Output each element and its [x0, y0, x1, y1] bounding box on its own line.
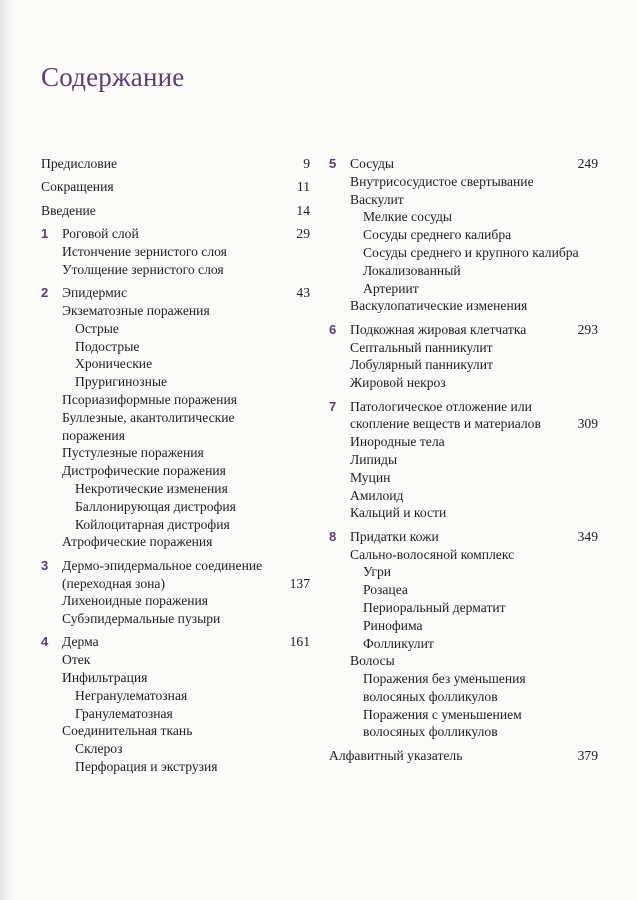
chapter-title[interactable]: Сосуды: [350, 156, 395, 171]
subentry-title[interactable]: Ринофима: [363, 617, 423, 633]
chapter-number: 1: [41, 226, 49, 242]
toc-subentry[interactable]: [329, 173, 598, 191]
toc-subentry[interactable]: [329, 208, 598, 226]
toc-subentry[interactable]: [41, 444, 310, 462]
chapter-title[interactable]: Алфавитный указатель: [329, 747, 463, 763]
subentry-title[interactable]: Сосуды среднего калибра: [363, 227, 512, 243]
toc-heading-row[interactable]: [41, 225, 310, 243]
chapter-title[interactable]: Предисловие: [41, 156, 118, 171]
subentry-title[interactable]: Атрофические поражения: [62, 534, 213, 550]
subentry-title[interactable]: Буллезные, акантолитические: [62, 409, 235, 425]
subentry-title[interactable]: Сально-волосяной комплекс: [350, 546, 515, 562]
toc-section: [329, 155, 598, 315]
subentry-title[interactable]: Склероз: [75, 741, 123, 757]
toc-subentry[interactable]: [41, 533, 310, 551]
chapter-number: 2: [41, 285, 49, 301]
toc-subentry[interactable]: [329, 469, 598, 487]
toc-subentry[interactable]: [329, 356, 598, 374]
toc-subentry[interactable]: [41, 480, 310, 498]
subentry-title[interactable]: Васкулит: [350, 191, 404, 207]
toc-subentry[interactable]: [41, 338, 310, 356]
subentry-title[interactable]: Экзематозные поражения: [62, 302, 210, 318]
toc-subentry[interactable]: [329, 451, 598, 469]
toc-section: [41, 178, 310, 196]
toc-subentry[interactable]: [329, 670, 598, 688]
toc-subentry[interactable]: [41, 355, 310, 373]
toc-heading-row[interactable]: [329, 321, 598, 339]
toc-subentry[interactable]: [41, 669, 310, 687]
subentry-title[interactable]: Септальный панникулит: [350, 339, 493, 355]
toc-subentry[interactable]: [329, 374, 598, 392]
toc-subentry[interactable]: [41, 409, 310, 427]
toc-section: [41, 284, 310, 551]
subentry-title[interactable]: Локализованный: [363, 262, 461, 278]
page-number: 293: [577, 321, 598, 337]
page-number: 379: [577, 747, 598, 763]
page-title: Содержание: [41, 62, 185, 92]
toc-subentry[interactable]: [329, 433, 598, 451]
subentry-title[interactable]: Поражения с уменьшением: [363, 706, 522, 722]
toc-subentry[interactable]: [329, 191, 598, 209]
chapter-title[interactable]: Эпидермис: [62, 285, 127, 301]
subentry-title[interactable]: Васкулопатические изменения: [350, 298, 528, 314]
toc-subentry[interactable]: [41, 651, 310, 669]
toc-subentry[interactable]: [329, 297, 598, 315]
chapter-title[interactable]: Роговой слой: [62, 226, 139, 242]
toc-subentry[interactable]: [329, 504, 598, 522]
subentry-title[interactable]: Мелкие сосуды: [363, 209, 453, 225]
toc-section: [329, 528, 598, 742]
toc-section: [329, 321, 598, 392]
toc-heading-row[interactable]: [329, 747, 598, 765]
subentry-title[interactable]: Гранулематозная: [75, 705, 173, 721]
toc-subentry[interactable]: [329, 688, 598, 706]
subentry-title[interactable]: Негранулематозная: [75, 687, 188, 703]
subentry-title[interactable]: Периоральный дерматит: [363, 599, 506, 615]
page-number: 137: [289, 575, 310, 591]
subentry-title[interactable]: Отек: [62, 652, 91, 668]
subentry-title[interactable]: Сосуды среднего и крупного калибра: [363, 244, 579, 260]
chapter-title[interactable]: Дермо-эпидермальное соединение: [62, 557, 263, 573]
toc-section: [41, 557, 310, 628]
subentry-title[interactable]: Утолщение зернистого слоя: [62, 261, 224, 277]
subentry-title[interactable]: Субэпидермальные пузыри: [62, 611, 221, 627]
subentry-title[interactable]: Перфорация и экструзия: [75, 759, 218, 775]
page-number: 249: [577, 156, 598, 171]
subentry-title[interactable]: Инородные тела: [350, 434, 445, 450]
toc-heading-row[interactable]: [41, 284, 310, 302]
subentry-title[interactable]: Артериит: [363, 280, 419, 296]
subentry-title[interactable]: Амилоид: [350, 487, 404, 503]
toc-heading-row[interactable]: [41, 202, 310, 220]
chapter-number: 7: [329, 398, 337, 414]
toc-heading-row[interactable]: [329, 398, 598, 416]
toc-heading-row[interactable]: [41, 155, 310, 173]
chapter-number: 3: [41, 557, 49, 573]
toc-heading-row[interactable]: [329, 415, 598, 433]
toc-subentry[interactable]: [41, 740, 310, 758]
page-number: 349: [577, 528, 598, 544]
subentry-title[interactable]: волосяных фолликулов: [363, 724, 498, 740]
subentry-title[interactable]: Угри: [363, 564, 392, 580]
chapter-title[interactable]: (переходная зона): [62, 575, 165, 591]
toc-section: [41, 225, 310, 278]
subentry-title[interactable]: Муцин: [350, 469, 391, 485]
toc-section: [329, 747, 598, 765]
page-number: 9: [303, 156, 310, 171]
subentry-title[interactable]: Внутрисосудистое свертывание: [350, 173, 534, 189]
subentry-title[interactable]: Жировой некроз: [350, 375, 446, 391]
toc-subentry[interactable]: [41, 592, 310, 610]
toc-subentry[interactable]: [329, 617, 598, 635]
toc-subentry[interactable]: [329, 244, 598, 262]
subentry-title[interactable]: Пруригинозные: [75, 374, 168, 390]
toc-subentry[interactable]: [41, 391, 310, 409]
subentry-title[interactable]: Хронические: [75, 356, 153, 372]
toc-section: [41, 202, 310, 220]
subentry-title[interactable]: волосяных фолликулов: [363, 688, 498, 704]
toc-subentry[interactable]: [41, 427, 310, 445]
toc-subentry[interactable]: [41, 462, 310, 480]
toc-heading-row[interactable]: [329, 528, 598, 546]
toc-subentry[interactable]: [41, 758, 310, 776]
toc-heading-row[interactable]: [41, 633, 310, 651]
toc-heading-row[interactable]: [329, 155, 598, 173]
toc-subentry[interactable]: [41, 722, 310, 740]
page-number: 309: [577, 416, 598, 432]
chapter-number: 4: [41, 634, 49, 650]
subentry-title[interactable]: Пустулезные поражения: [62, 445, 204, 461]
toc-heading-row[interactable]: [41, 178, 310, 196]
subentry-title[interactable]: Дистрофические поражения: [62, 463, 226, 479]
toc-subentry[interactable]: [329, 635, 598, 653]
scan-edge-shadow: [0, 0, 14, 900]
subentry-title[interactable]: Соединительная ткань: [62, 723, 193, 739]
subentry-title[interactable]: Кальций и кости: [350, 505, 447, 521]
subentry-title[interactable]: Лобулярный панникулит: [350, 357, 493, 373]
chapter-title[interactable]: Патологическое отложение или: [350, 398, 532, 414]
toc-column-left: [41, 155, 310, 781]
subentry-title[interactable]: Волосы: [350, 653, 395, 669]
toc-heading-row[interactable]: [41, 557, 310, 575]
subentry-title[interactable]: Баллонирующая дистрофия: [75, 498, 236, 514]
toc-subentry[interactable]: [329, 487, 598, 505]
toc-subentry[interactable]: [41, 243, 310, 261]
toc-subentry[interactable]: [329, 599, 598, 617]
toc-subentry[interactable]: [329, 563, 598, 581]
subentry-title[interactable]: поражения: [62, 427, 125, 443]
toc-heading-row[interactable]: [41, 575, 310, 593]
chapter-title[interactable]: Дерма: [62, 634, 99, 650]
page-number: 161: [289, 634, 310, 650]
toc-column-right: [329, 155, 598, 770]
chapter-number: 8: [329, 528, 337, 544]
subentry-title[interactable]: Острые: [75, 320, 119, 336]
subentry-title[interactable]: Липиды: [350, 451, 398, 467]
toc-subentry[interactable]: [41, 687, 310, 705]
subentry-title[interactable]: Фолликулит: [363, 635, 434, 651]
toc-subentry[interactable]: [329, 723, 598, 741]
toc-subentry[interactable]: [41, 705, 310, 723]
page-number: 11: [296, 179, 310, 195]
chapter-title[interactable]: Сокращения: [41, 179, 114, 195]
page-number: 14: [296, 202, 310, 218]
chapter-title[interactable]: Придатки кожи: [350, 528, 439, 544]
subentry-title[interactable]: Койлоцитарная дистрофия: [75, 516, 230, 532]
toc-section: [329, 398, 598, 523]
chapter-number: 6: [329, 321, 337, 337]
toc-subentry[interactable]: [41, 373, 310, 391]
toc-subentry[interactable]: [41, 498, 310, 516]
toc-subentry[interactable]: [329, 339, 598, 357]
subentry-title[interactable]: Истончение зернистого слоя: [62, 243, 227, 259]
toc-subentry[interactable]: [41, 302, 310, 320]
toc-subentry[interactable]: [41, 516, 310, 534]
subentry-title[interactable]: Инфильтрация: [62, 670, 148, 686]
toc-subentry[interactable]: [329, 652, 598, 670]
chapter-title[interactable]: Подкожная жировая клетчатка: [350, 321, 527, 337]
chapter-number: 5: [329, 156, 337, 171]
subentry-title[interactable]: Розацеа: [363, 582, 408, 598]
chapter-title[interactable]: Введение: [41, 202, 96, 218]
toc-subentry[interactable]: [329, 262, 598, 280]
subentry-title[interactable]: Псориазиформные поражения: [62, 391, 237, 407]
toc-subentry[interactable]: [329, 546, 598, 564]
page-number: 43: [296, 285, 310, 301]
toc-subentry[interactable]: [41, 320, 310, 338]
subentry-title[interactable]: Поражения без уменьшения: [363, 671, 526, 687]
chapter-title[interactable]: скопление веществ и материалов: [350, 416, 541, 432]
toc-section: [41, 155, 310, 173]
subentry-title[interactable]: Некротические изменения: [75, 480, 228, 496]
subentry-title[interactable]: Лихеноидные поражения: [62, 593, 209, 609]
toc-subentry[interactable]: [329, 226, 598, 244]
toc-subentry[interactable]: [41, 610, 310, 628]
page-number: 29: [296, 226, 310, 242]
toc-subentry[interactable]: [329, 581, 598, 599]
toc-section: [41, 633, 310, 775]
toc-subentry[interactable]: [329, 706, 598, 724]
subentry-title[interactable]: Подострые: [75, 338, 140, 354]
toc-subentry[interactable]: [329, 280, 598, 298]
toc-subentry[interactable]: [41, 261, 310, 279]
